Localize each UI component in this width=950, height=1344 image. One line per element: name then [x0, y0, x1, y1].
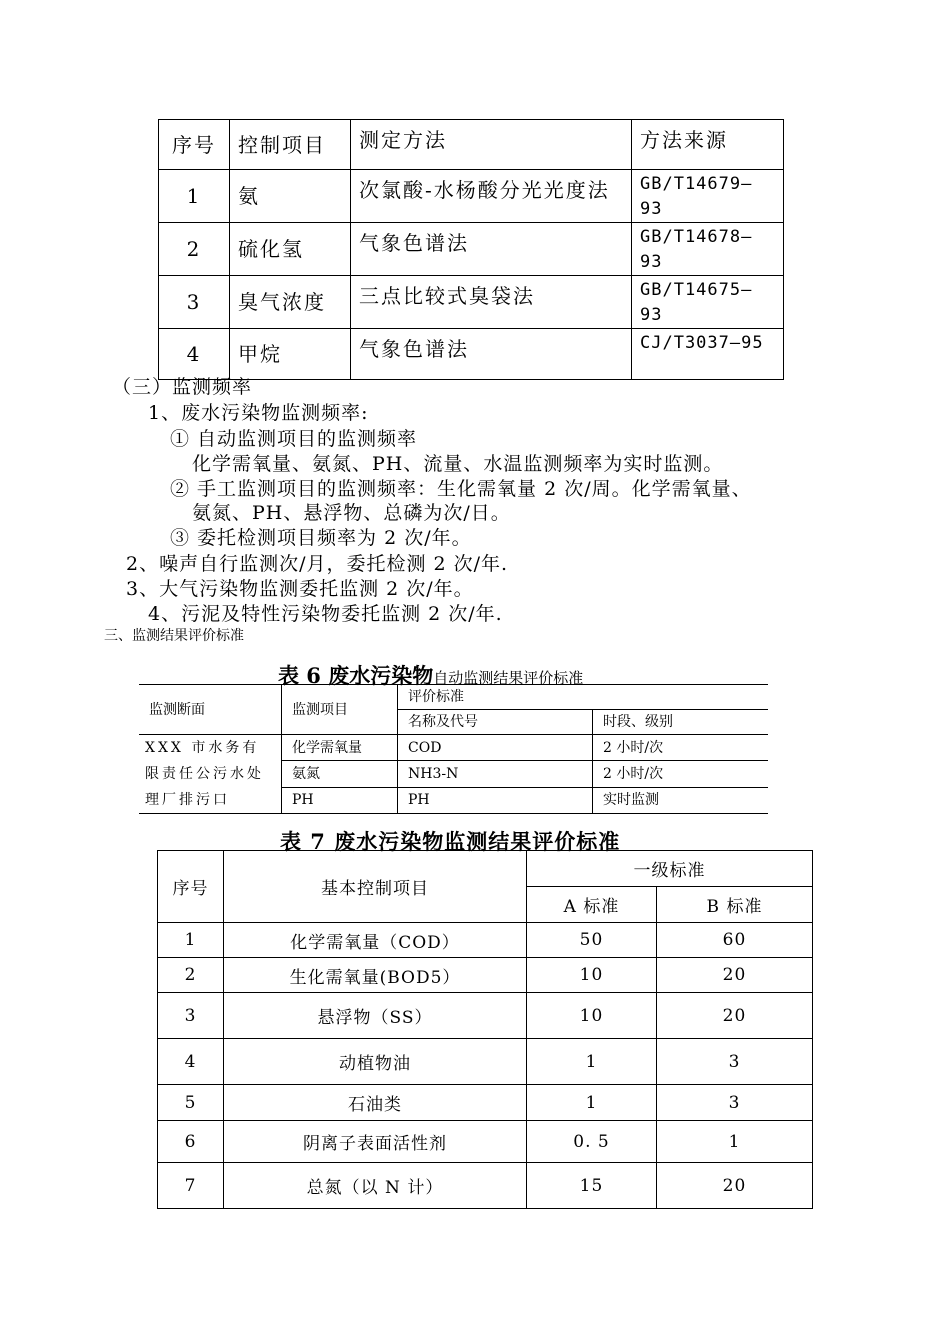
header-standard: 评价标准 [398, 685, 769, 710]
method-table [158, 119, 784, 380]
header-source: 方法来源 [632, 120, 784, 170]
frequency-item-4: 4、污泥及特性污染物委托监测 2 次/年. [148, 603, 503, 625]
header-monitor-item: 监测项目 [282, 685, 398, 735]
header-period: 时段、级别 [593, 710, 769, 735]
table6-caption: 表 6 废水污染物自动监测结果评价标准 [278, 663, 584, 688]
header-level-one: 一级标准 [527, 851, 813, 887]
table-row: 4 动植物油 1 3 [158, 1039, 813, 1085]
table-row: XXX 市水务有限责任公污水处理厂排污口 化学需氧量 COD 2 小时/次 [139, 735, 768, 761]
table-row: 1 氨 次氯酸-水杨酸分光光度法 GB/T14679— 93 [159, 170, 784, 223]
table-row: 4 甲烷 气象色谱法 CJ/T3037—95 [159, 329, 784, 380]
table-row: 氨氮 NH3-N 2 小时/次 [139, 761, 768, 787]
section-name: XXX 市水务有限责任公污水处理厂排污口 [139, 735, 282, 814]
frequency-sub-2-line1: ② 手工监测项目的监测频率：生化需氧量 2 次/周。化学需氧量、 [170, 478, 752, 500]
table7-caption: 表 7 废水污染物监测结果评价标准 [280, 829, 621, 854]
table-row: 6 阴离子表面活性剂 0. 5 1 [158, 1121, 813, 1163]
header-code: 名称及代号 [398, 710, 593, 735]
frequency-sub-2-line2: 氨氮、PH、悬浮物、总磷为次/日。 [192, 502, 511, 524]
header-a-standard: A 标准 [527, 887, 657, 923]
table-row: 3 悬浮物（SS） 10 20 [158, 993, 813, 1039]
section-heading-evaluation: 三、监测结果评价标准 [104, 628, 244, 644]
table-row: 5 石油类 1 3 [158, 1085, 813, 1121]
table-row: 2 硫化氢 气象色谱法 GB/T14678— 93 [159, 223, 784, 276]
header-section: 监测断面 [139, 685, 282, 735]
header-control-item: 基本控制项目 [224, 851, 527, 923]
header-method: 测定方法 [351, 120, 632, 170]
header-b-standard: B 标准 [657, 887, 813, 923]
frequency-item-1: 1、废水污染物监测频率: [148, 402, 369, 424]
frequency-item-3: 3、大气污染物监测委托监测 2 次/年。 [126, 578, 474, 600]
auto-monitor-table [139, 684, 768, 814]
header-no: 序号 [159, 120, 230, 170]
header-item: 控制项目 [230, 120, 351, 170]
table-row: 3 臭气浓度 三点比较式臭袋法 GB/T14675— 93 [159, 276, 784, 329]
table-row: PH PH 实时监测 [139, 787, 768, 813]
header-no: 序号 [158, 851, 224, 923]
frequency-sub-3: ③ 委托检测项目频率为 2 次/年。 [170, 527, 472, 549]
frequency-sub-1-body: 化学需氧量、氨氮、PH、流量、水温监测频率为实时监测。 [192, 453, 724, 475]
table-row: 1 化学需氧量（COD） 50 60 [158, 923, 813, 958]
table-row: 2 生化需氧量(BOD5） 10 20 [158, 958, 813, 993]
table-row: 7 总氮（以 N 计） 15 20 [158, 1163, 813, 1209]
frequency-item-2: 2、噪声自行监测次/月，委托检测 2 次/年. [126, 553, 509, 575]
frequency-sub-1-title: ① 自动监测项目的监测频率 [170, 428, 418, 450]
evaluation-standard-table [157, 850, 813, 1209]
section-heading-frequency: （三）监测频率 [112, 376, 253, 398]
